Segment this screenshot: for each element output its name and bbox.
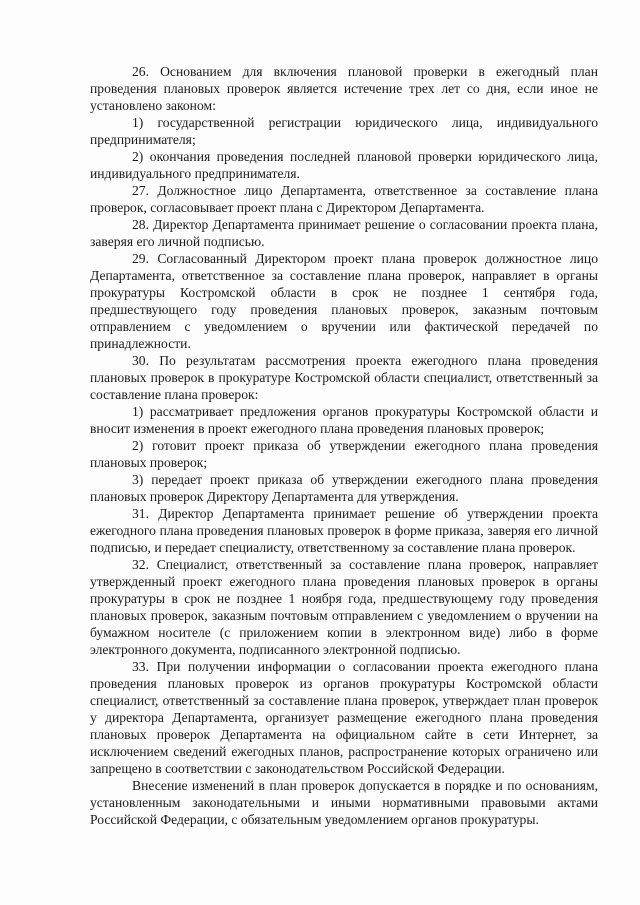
paragraph-changes: Внесение изменений в план проверок допускается в порядке и по основаниям, установленным законодательными и иными нормативными правовыми актами Российской Федерации, с обязательным уведомлением органов прокуратуры. <box>90 778 598 827</box>
paragraph-32: 32. Специалист, ответственный за составление плана проверок, направляет утвержденный проект ежегодного плана проведения плановых проверок в органы прокуратуры в срок не позднее 1 ноября года, предшествующему году проведения плановых проверок, заказным почтовым отправлением с уведомлением о вручении на бумажном носителе (с приложением копии в электронном виде) либо в форме электронного документа, подписанного электронной подписью. <box>90 557 598 657</box>
paragraph-30-item-3: 3) передает проект приказа об утверждении ежегодного плана проведения плановых проверок Директору Департамента для утверждения. <box>90 472 598 504</box>
document-body <box>90 63 598 828</box>
paragraph-33: 33. При получении информации о согласовании проекта ежегодного плана проведения плановых проверок из органов прокуратуры Костромской области специалист, ответственный за составление плана проверок, утверждает план проверок у директора Департамента, организует размещение ежегодного плана проведения плановых проверок Департамента на официальном сайте в сети Интернет, за исключением сведений ежегодных планов, распространение которых ограничено или запрещено в соответствии с законодательством Российской Федерации. <box>90 659 598 776</box>
paragraph-30-item-1: 1) рассматривает предложения органов прокуратуры Костромской области и вносит изменения в проект ежегодного плана проведения плановых проверок; <box>90 404 598 436</box>
paragraph-28: 28. Директор Департамента принимает решение о согласовании проекта плана, заверяя его личной подписью. <box>90 217 598 249</box>
paragraph-31: 31. Директор Департамента принимает решение об утверждении проекта ежегодного плана проведения плановых проверок в форме приказа, заверяя его личной подписью, и передает специалисту, ответственному за составление плана проверок. <box>90 506 598 555</box>
paragraph-26-item-1: 1) государственной регистрации юридического лица, индивидуального предпринимателя; <box>90 115 598 147</box>
paragraph-30-item-2: 2) готовит проект приказа об утверждении ежегодного плана проведения плановых проверок; <box>90 438 598 470</box>
paragraph-30: 30. По результатам рассмотрения проекта ежегодного плана проведения плановых проверок в прокуратуре Костромской области специалист, ответственный за составление плана проверок: <box>90 353 598 402</box>
paragraph-26-item-2: 2) окончания проведения последней плановой проверки юридического лица, индивидуального предпринимателя. <box>90 149 598 181</box>
paragraph-29: 29. Согласованный Директором проект плана проверок должностное лицо Департамента, ответственное за составление плана проверок, направляет в органы прокуратуры Костромской области в срок не позднее 1 сентября года, предшествующего году проведения плановых проверок, заказным почтовым отправлением с уведомлением о вручении или фактической передачей по принадлежности. <box>90 251 598 351</box>
paragraph-27: 27. Должностное лицо Департамента, ответственное за составление плана проверок, согласовывает проект плана с Директором Департамента. <box>90 183 598 215</box>
paragraph-26: 26. Основанием для включения плановой проверки в ежегодный план проведения плановых проверок является истечение трех лет со дня, если иное не установлено законом: <box>90 64 598 113</box>
